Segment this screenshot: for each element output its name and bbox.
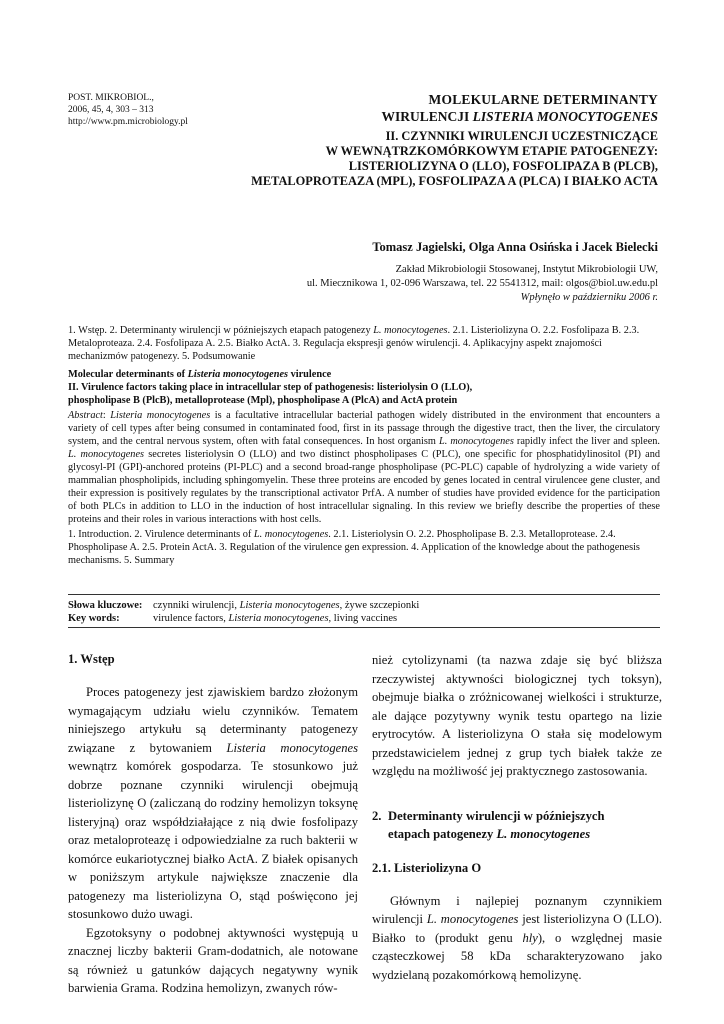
- section-heading-text: etapach patogenezy: [388, 826, 497, 841]
- title-line-2: [98, 109, 658, 125]
- title-line-2-prefix: WIRULENCJI: [381, 109, 473, 124]
- keywords-polish: [68, 599, 419, 612]
- en-title-species: Listeria monocytogenes: [187, 369, 289, 380]
- keywords-english: [68, 612, 419, 625]
- body-left-column: [68, 650, 358, 998]
- paragraph: Egzotoksyny o podobnej aktywności występują u znacznej liczby bakterii Gram-dodatnich, ale notowane są również u gatunków dających negatywny wynik barwienia Grama. Rodzina hemolizyn, zwanych rów-: [68, 925, 358, 995]
- section-heading-text: Determinanty wirulencji w późniejszych: [388, 808, 605, 823]
- title-line-1: MOLEKULARNE DETERMINANTY: [428, 92, 658, 107]
- kw-pl-text: , żywe szczepionki: [339, 600, 420, 611]
- abstract-text: is a facultative intracellular bacterial pathogen widely distributed in the environment that encounters a variety of cell types after being consumed in contaminated food, first in its passage through the digestive tract, then the liver, the circulatory system, and the central nervous system, often with fatal consequences. In host organism: [68, 410, 661, 447]
- paragraph-text: wewnątrz komórek gospodarza. Te stosunkowo już dobrze poznane czynniki wirulencji obejmują listeriolizynę O (zaliczaną do rodziny hemolizyn toksynę listeryjną) oraz współdziałające z nią dwie fosfolipazy oraz metaloproteazę i odpowiedzialne za ruch bakterii w komórce eukariotycznej białko ActA. Z białek opisanych w poniższym artykule największe znaczenie dla patogenezy ma listeriolizyna O, stąd poświęcono jej stosunkowo dużo uwagi.: [68, 759, 358, 921]
- toc-pl-species: L. monocytogenes: [373, 325, 448, 336]
- subsection-heading-2-1: 2.1. Listeriolizyna O: [372, 860, 482, 875]
- keywords-pl-value: [153, 599, 419, 612]
- affiliation-line-2: ul. Miecznikowa 1, 02-096 Warszawa, tel. 22 5541312, mail: olgos@biol.uw.edu.pl: [306, 278, 658, 289]
- english-summary: [68, 368, 660, 567]
- toc-pl-part-1: 1. Wstęp. 2. Determinanty wirulencji w późniejszych etapach patogenezy: [68, 325, 374, 336]
- abstract-text: secretes listeriolysin O (LLO) and two distinct phospholipases C (PLC), one specific for phosphatidylinositol (PI) and glycosyl-PI (GPI)-anchored proteins (PI-PLC) and a second broad-range phospholipase (PC-PLC) capable of hydrolyzing a wide variety of mammalian phospholipids, including sphingomyelin. These three proteins are encoded by genes located in central virulencee gene cluster, and their expression is positively regulates by the transcriptional activator PrfA. A number of studies have provided evidence for the participation of both PLCs in addition to LLO in the induction of host intracellular signaling. In this review we briefly describe the properties of these proteins and their roles in various interactions with host cells.: [68, 449, 661, 525]
- abstract-label: Abstract: [68, 410, 103, 421]
- article-title-block: [98, 92, 658, 189]
- journal-name: POST. MIKROBIOL.,: [68, 93, 154, 103]
- toc-en-species: L. monocytogenes: [253, 529, 329, 540]
- paragraph-species: Listeria monocytogenes: [226, 740, 358, 755]
- subtitle-line: II. CZYNNIKI WIRULENCJI UCZESTNICZĄCE: [385, 129, 658, 143]
- journal-volume: 2006, 45, 4, 303 – 313: [68, 105, 154, 115]
- journal-url: http://www.pm.microbiology.pl: [68, 117, 188, 127]
- section-heading-2: [372, 807, 662, 843]
- kw-en-text: virulence factors,: [153, 613, 229, 624]
- paragraph-gene: hly: [522, 930, 538, 945]
- section-heading-2-line-2: [372, 825, 662, 843]
- paragraph-text: Proces patogenezy jest zjawiskiem bardzo złożonym wymagającym udziału wielu czynników. Tematem niniejszego artykułu są determinanty patogenezy związane z bytowaniem: [68, 685, 358, 755]
- abstract: [68, 409, 660, 526]
- paragraph-text: Głównym i najlepiej poznanym czynnikiem wirulencji: [372, 893, 662, 926]
- article-subtitle: [98, 129, 658, 189]
- toc-english: [68, 528, 660, 567]
- body-right-column: [372, 651, 662, 984]
- section-heading-2-line-1: [372, 807, 662, 825]
- subtitle-line: W WEWNĄTRZKOMÓRKOWYM ETAPIE PATOGENEZY:: [325, 144, 658, 158]
- paragraph: nież cytolizynami (ta nazwa zdaje się być bliższa rzeczywistej aktywności biologicznej tych toksyn), obejmuje białka o zróżnicowanej wielkości i strukturze, ale dające pozytywny wynik testu opartego na lizie erytrocytów. A listeriolizyna O stała się modelowym przedstawicielem jednej z grup tych białek także ze względu na możliwość jej praktycznego zastosowania.: [372, 653, 662, 778]
- authors: Tomasz Jagielski, Olga Anna Osińska i Jacek Bielecki: [372, 240, 658, 254]
- abstract-species: L. monocytogenes: [439, 436, 514, 447]
- kw-pl-species: Listeria monocytogenes: [239, 600, 340, 611]
- keywords-en-value: [153, 612, 397, 625]
- english-title-line-1: [68, 368, 660, 381]
- abstract-species: L. monocytogenes: [68, 449, 145, 460]
- paragraph-species: L. monocytogenes: [426, 912, 519, 926]
- paragraph-text: jest listeriolizyna O (LLO). Białko to (produkt genu: [372, 912, 662, 945]
- section-number: 2.: [372, 808, 382, 823]
- abstract-sep: :: [102, 410, 111, 421]
- kw-en-text: living vaccines: [331, 613, 398, 624]
- section-heading-intro: 1. Wstęp: [68, 652, 115, 666]
- affiliation: [307, 263, 658, 291]
- affiliation-line-1: Zakład Mikrobiologii Stosowanej, Instytut Mikrobiologii UW,: [395, 264, 658, 275]
- en-title-suffix: virulence: [288, 369, 332, 380]
- english-title-line-3: phospholipase B (PlcB), metalloprotease (Mpl), phospholipase A (PlcA) and ActA protein: [68, 395, 458, 406]
- title-line-2-species: LISTERIA MONOCYTOGENES: [472, 109, 658, 124]
- paragraph: [68, 683, 358, 924]
- subtitle-line: METALOPROTEAZA (MPL), FOSFOLIPAZA A (PLCA) I BIAŁKO ACTA: [251, 174, 658, 188]
- toc-pl-part-2: . 2.1. Listeriolizyna O. 2.2. Fosfolipaza B. 2.3. Metaloproteaza. 2.4. Fosfolipaza A. 2.5. Białko ActA. 3. Regulacja ekspresji genów wirulencji. 4. Aplikacyjny aspekt znajomości mechanizmów patogenezy. 5. Podsumowanie: [68, 325, 640, 362]
- received-date: Wpłynęło w październiku 2006 r.: [520, 292, 658, 303]
- toc-en-part-2: . 2.1. Listeriolysin O. 2.2. Phospholipase B. 2.3. Metalloprotease. 2.4. Phospholipase A. 2.5. Protein ActA. 3. Regulation of the virulence gen expression. 4. Application of the knowledge about the pathogenesis mechanisms. 5. Summary: [68, 529, 640, 566]
- paragraph-text: ), o względnej masie cząsteczkowej 58 kDa scharakteryzowano jako wydzielaną pozakomórkową hemolizynę.: [372, 930, 662, 982]
- toc-polish: [68, 324, 660, 363]
- english-title-line-2: II. Virulence factors taking place in intracellular step of pathogenesis: listeriolysin O (LLO),: [68, 382, 473, 393]
- abstract-species: Listeria monocytogenes: [110, 410, 211, 421]
- keywords-en-label: Key words:: [68, 613, 120, 624]
- kw-en-species: Listeria monocytogenes,: [228, 613, 332, 624]
- toc-en-part-1: 1. Introduction. 2. Virulence determinants of: [68, 529, 254, 540]
- keywords: [68, 599, 419, 625]
- divider-bottom: [68, 627, 660, 628]
- en-title-prefix: Molecular determinants of: [68, 369, 188, 380]
- kw-pl-text: czynniki wirulencji,: [153, 600, 240, 611]
- abstract-text: rapidly infect the liver and spleen.: [513, 436, 660, 447]
- subtitle-line: LISTERIOLIZYNA O (LLO), FOSFOLIPAZA B (PLCB),: [348, 159, 658, 173]
- divider-top: [68, 594, 660, 595]
- english-title: [68, 368, 660, 407]
- paragraph: [372, 892, 662, 985]
- section-heading-species: L. monocytogenes: [496, 826, 591, 841]
- keywords-pl-label: Słowa kluczowe:: [68, 600, 143, 611]
